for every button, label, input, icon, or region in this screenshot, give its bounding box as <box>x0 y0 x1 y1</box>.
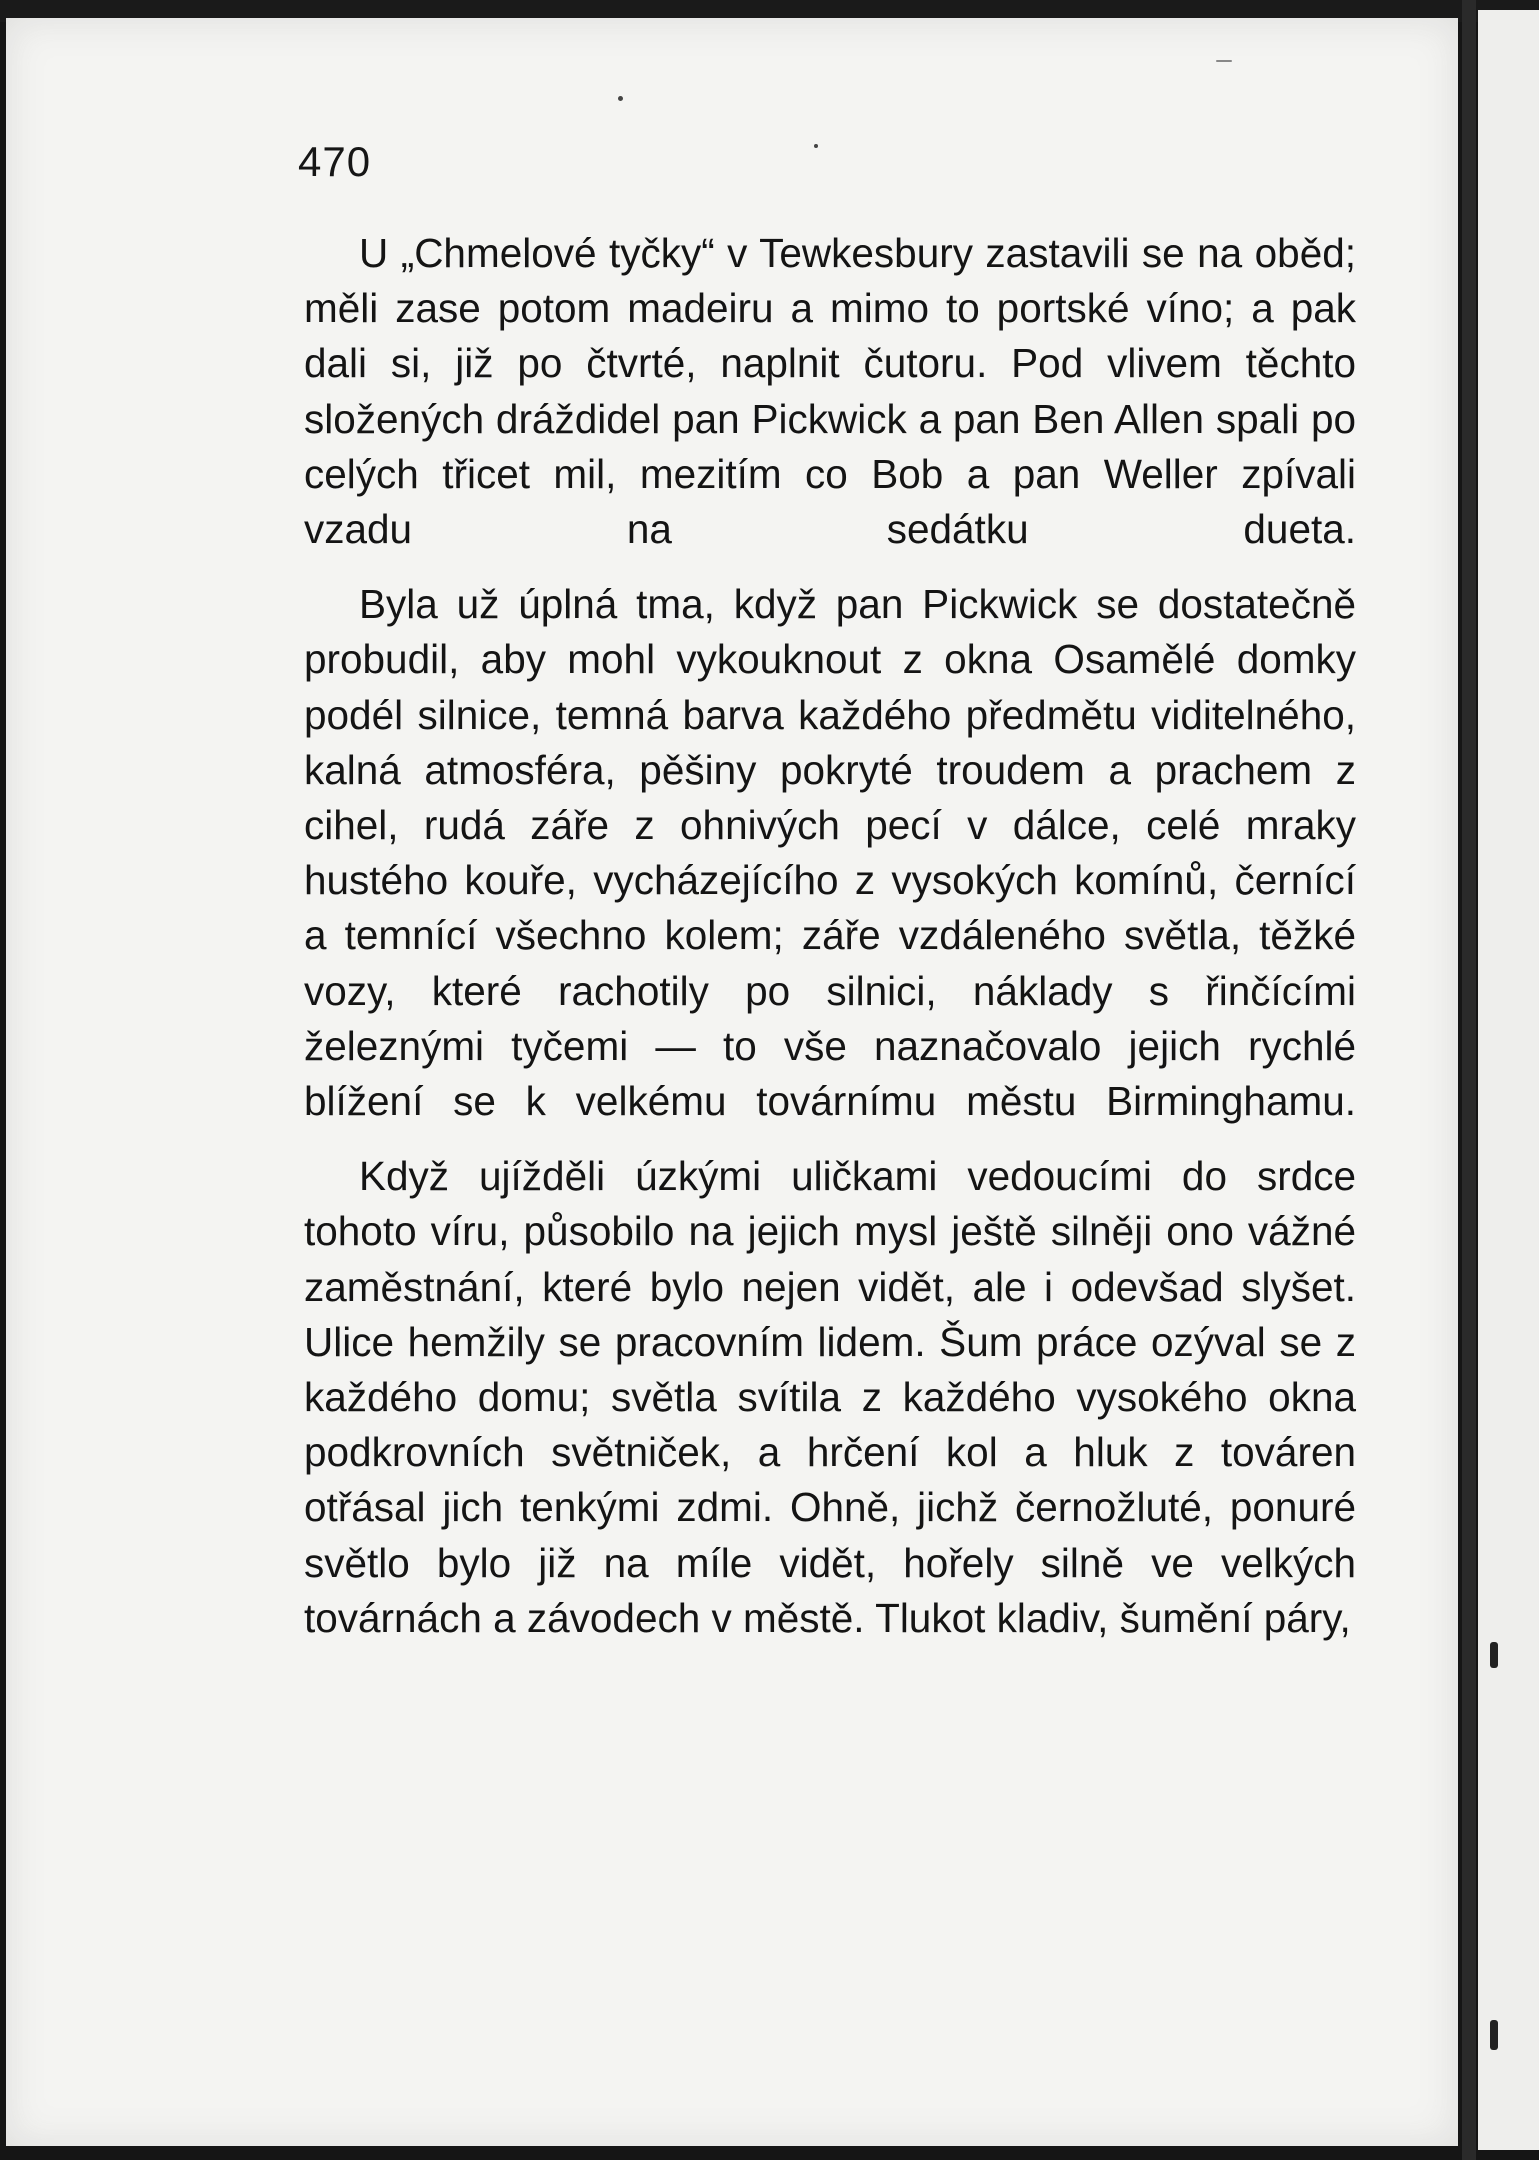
dust-speck <box>814 144 818 148</box>
dust-speck <box>618 96 623 101</box>
book-page <box>6 18 1458 2146</box>
book-binding-gutter <box>1462 0 1476 2160</box>
body-text <box>304 226 1356 1646</box>
page-edge-mark <box>1490 2020 1498 2050</box>
page-edge-mark <box>1490 1642 1498 1668</box>
page-number: 470 <box>298 138 372 185</box>
dust-speck <box>1216 60 1232 62</box>
paragraph-3: Když ujížděli úzkými uličkami vedoucími do srdce tohoto víru, působilo na jejich mysl ještě silněji ono vážné zaměstnání, které bylo nejen vidět, ale i odevšad slyšet. Ulice hemžily se pracovním lidem. Šum práce ozýval se z každého domu; světla svítila z každého vysokého okna podkrovních světniček, a hrčení kol a hluk z továren otřásal jich tenkými zdmi. Ohně, jichž černožluté, ponuré světlo bylo již na míle vidět, hořely silně ve velkých továrnách a závodech v městě. Tlukot kladiv, šumění páry, <box>304 1153 1356 1641</box>
paragraph-1: U „Chmelové tyčky“ v Tewkesbury zastavili se na oběd; měli zase potom madeiru a mimo to portské víno; a pak dali si, již po čtvrté, naplnit čutoru. Pod vlivem těchto složených dráždidel pan Pickwick a pan Ben Allen spali po celých třicet mil, mezitím co Bob a pan Weller zpívali vzadu na sedátku dueta. <box>304 230 1356 553</box>
paragraph-2: Byla už úplná tma, když pan Pickwick se dostatečně probudil, aby mohl vykouknout z okna Osamělé domky podél silnice, temná barva každého předmětu viditelného, kalná atmosféra, pěšiny pokryté troudem a prachem z cihel, rudá záře z ohnivých pecí v dálce, celé mraky hustého kouře, vycházejícího z vysokých komínů, černící a temnící všechno kolem; záře vzdáleného světla, těžké vozy, které rachotily po silnici, náklady s řinčícími železnými tyčemi — to vše naznačovalo jejich rychlé blížení se k velkému továrnímu městu Birminghamu. <box>304 581 1356 1125</box>
adjacent-page-edge <box>1478 10 1539 2150</box>
